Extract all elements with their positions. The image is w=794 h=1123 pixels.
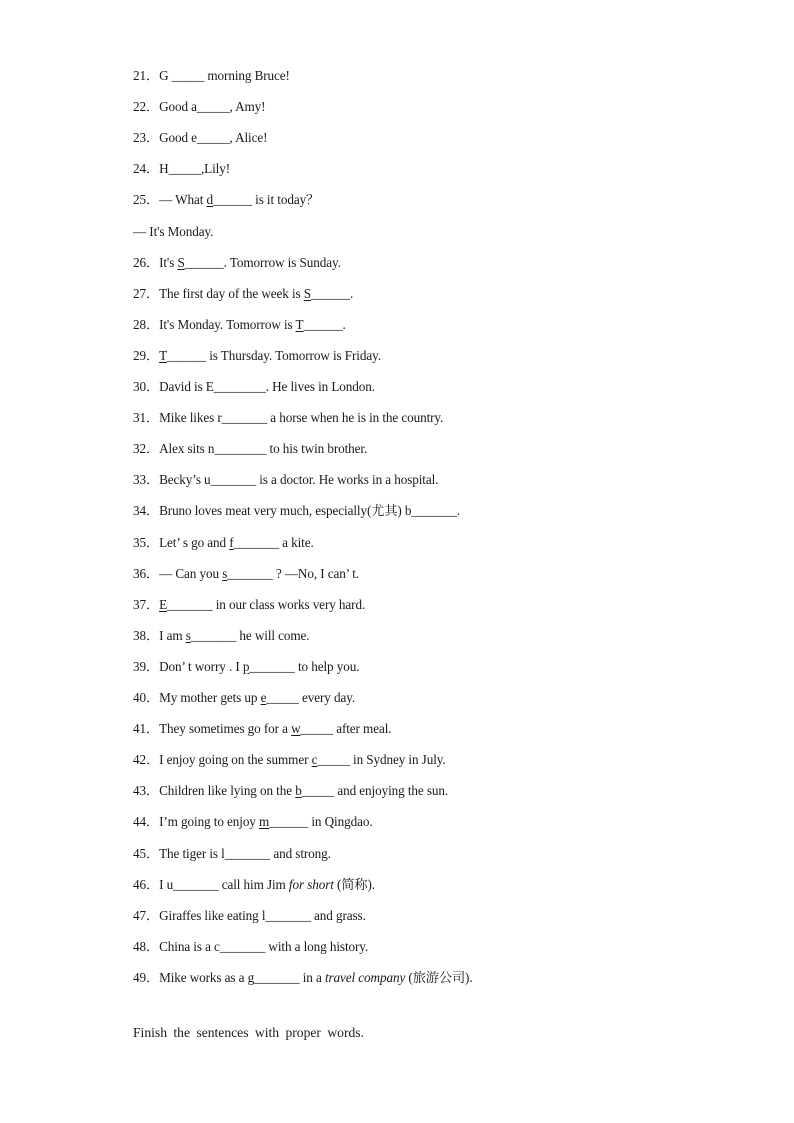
question-number: 43． [133, 783, 160, 799]
question-number: 30． [133, 379, 160, 394]
question-item [133, 628, 310, 644]
question-item [133, 814, 373, 830]
question-text: It's Monday. Tomorrow is [159, 316, 296, 332]
question-item [133, 224, 213, 240]
question-number: 49． [133, 969, 160, 985]
hint-letter: c [311, 752, 318, 768]
question-number: 24． [133, 161, 160, 177]
question-text: G [159, 68, 172, 83]
question-item [133, 877, 375, 893]
question-item [133, 68, 290, 84]
hint-letter: s [185, 627, 191, 643]
question-text: _______ to help you. [249, 658, 360, 674]
question-number: 31． [133, 410, 160, 426]
question-text: _____ in Sydney in July. [317, 752, 446, 768]
question-text: _______ ? —No, I can’ t. [227, 565, 359, 581]
question-text: _____ [171, 68, 205, 83]
question-number: 38． [133, 627, 160, 643]
question-number: 28． [133, 316, 160, 332]
question-item [133, 317, 346, 333]
hint-letter: m [259, 814, 270, 830]
question-text: Alex sits n________ to his twin brother. [159, 441, 368, 457]
question-item [133, 441, 367, 457]
question-text: — It's Monday. [133, 223, 214, 239]
hint-letter: T [159, 347, 168, 363]
question-number: 34． [133, 503, 160, 519]
question-number: 48． [133, 938, 160, 954]
hint-letter: e [260, 690, 267, 705]
question-item [133, 659, 359, 675]
question-number: 36． [133, 565, 160, 581]
question-number: 26． [133, 254, 160, 270]
question-text: Giraffes like eating l_______ and grass. [159, 907, 366, 923]
question-text: _______ he will come. [190, 627, 310, 643]
hint-letter: d [206, 192, 213, 208]
question-text: Mike likes r_______ a horse when he is in the country. [159, 410, 444, 426]
question-item [133, 472, 438, 488]
question-item [133, 348, 381, 364]
question-text: I enjoy going on the summer [159, 752, 312, 768]
question-item [133, 379, 375, 395]
question-item [133, 970, 473, 986]
question-text: Bruno loves meat very much, especially(尤其) b_______. [159, 503, 461, 519]
question-text: ______ in Qingdao. [269, 814, 373, 830]
hint-letter: S [177, 254, 185, 270]
question-item [133, 130, 267, 146]
question-text: ______. Tomorrow is Sunday. [184, 254, 341, 270]
hint-letter: s [222, 565, 228, 581]
question-number: 45． [133, 845, 160, 861]
hint-letter: f [229, 534, 234, 550]
hint-letter: E [159, 596, 168, 612]
question-text: _____ every day. [266, 690, 356, 705]
question-text: (简称). [333, 876, 375, 892]
question-number: 27． [133, 285, 160, 301]
question-number: 35． [133, 534, 160, 550]
question-item [133, 597, 365, 613]
hint-letter: S [303, 285, 311, 301]
question-text: Becky’s u_______ is a doctor. He works in a hospital. [159, 472, 439, 488]
question-text: morning Bruce! [204, 68, 290, 83]
question-item [133, 161, 230, 177]
question-number: 39． [133, 658, 160, 674]
question-text: Good a_____, Amy! [159, 99, 266, 115]
question-text: My mother gets up [159, 690, 261, 705]
question-number: 40． [133, 690, 160, 705]
question-text: _____ after meal. [300, 721, 392, 737]
question-item [133, 846, 331, 862]
question-text: Let’ s go and [159, 534, 230, 550]
question-text: ______ is Thursday. Tomorrow is Friday. [167, 347, 381, 363]
question-text: ______. [311, 285, 354, 301]
question-text: It's [159, 254, 178, 270]
question-item [133, 99, 265, 115]
question-number: 47． [133, 907, 160, 923]
question-text: I am [159, 627, 186, 643]
question-number: 42． [133, 752, 160, 768]
question-number: 29． [133, 347, 160, 363]
question-item [133, 503, 460, 519]
question-item [133, 783, 448, 799]
hint-letter: T [295, 316, 304, 332]
question-item [133, 410, 443, 426]
question-text: ______ is it today？ [212, 192, 320, 208]
question-number: 44． [133, 814, 160, 830]
question-item [133, 908, 366, 924]
question-number: 25． [133, 192, 160, 208]
question-number: 21． [133, 68, 160, 83]
question-item [133, 255, 341, 271]
question-text: Don’ t worry . I [159, 658, 243, 674]
italic-term: travel company [324, 969, 406, 985]
question-item [133, 192, 319, 208]
question-text: _______ in our class works very hard. [167, 596, 366, 612]
question-text: China is a c_______ with a long history. [159, 938, 369, 954]
question-number: 37． [133, 596, 160, 612]
hint-letter: b [295, 783, 302, 799]
question-text: — Can you [159, 565, 223, 581]
question-item [133, 752, 446, 768]
question-text: (旅游公司). [405, 969, 473, 985]
question-text: _____ and enjoying the sun. [301, 783, 449, 799]
question-item [133, 690, 355, 706]
question-number: 23． [133, 130, 160, 146]
question-number: 22． [133, 99, 160, 115]
section-instruction: Finish the sentences with proper words. [133, 1025, 364, 1040]
question-item [133, 939, 368, 955]
question-item [133, 535, 314, 551]
question-text: ______. [303, 316, 346, 332]
question-text: The first day of the week is [159, 285, 304, 301]
question-item [133, 566, 359, 582]
question-text: David is E________. He lives in London. [159, 379, 375, 394]
question-item [133, 721, 391, 737]
italic-term: for short [288, 876, 334, 892]
question-text: Mike works as a g_______ in a [159, 969, 325, 985]
question-text: I’m going to enjoy [159, 814, 260, 830]
question-text: H_____,Lily! [159, 161, 231, 177]
question-number: 32． [133, 441, 160, 457]
question-text: They sometimes go for a [159, 721, 292, 737]
question-text: I u_______ call him Jim [159, 876, 289, 892]
question-number: 33． [133, 472, 160, 488]
question-text: Children like lying on the [159, 783, 296, 799]
hint-letter: p [242, 658, 250, 674]
question-number: 41． [133, 721, 160, 737]
question-text: The tiger is l_______ and strong. [159, 845, 331, 861]
question-item [133, 286, 353, 302]
question-text: — What [159, 192, 207, 208]
hint-letter: w [291, 721, 301, 737]
question-text: _______ a kite. [233, 534, 314, 550]
question-number: 46． [133, 876, 160, 892]
question-text: Good e_____, Alice! [159, 130, 268, 146]
